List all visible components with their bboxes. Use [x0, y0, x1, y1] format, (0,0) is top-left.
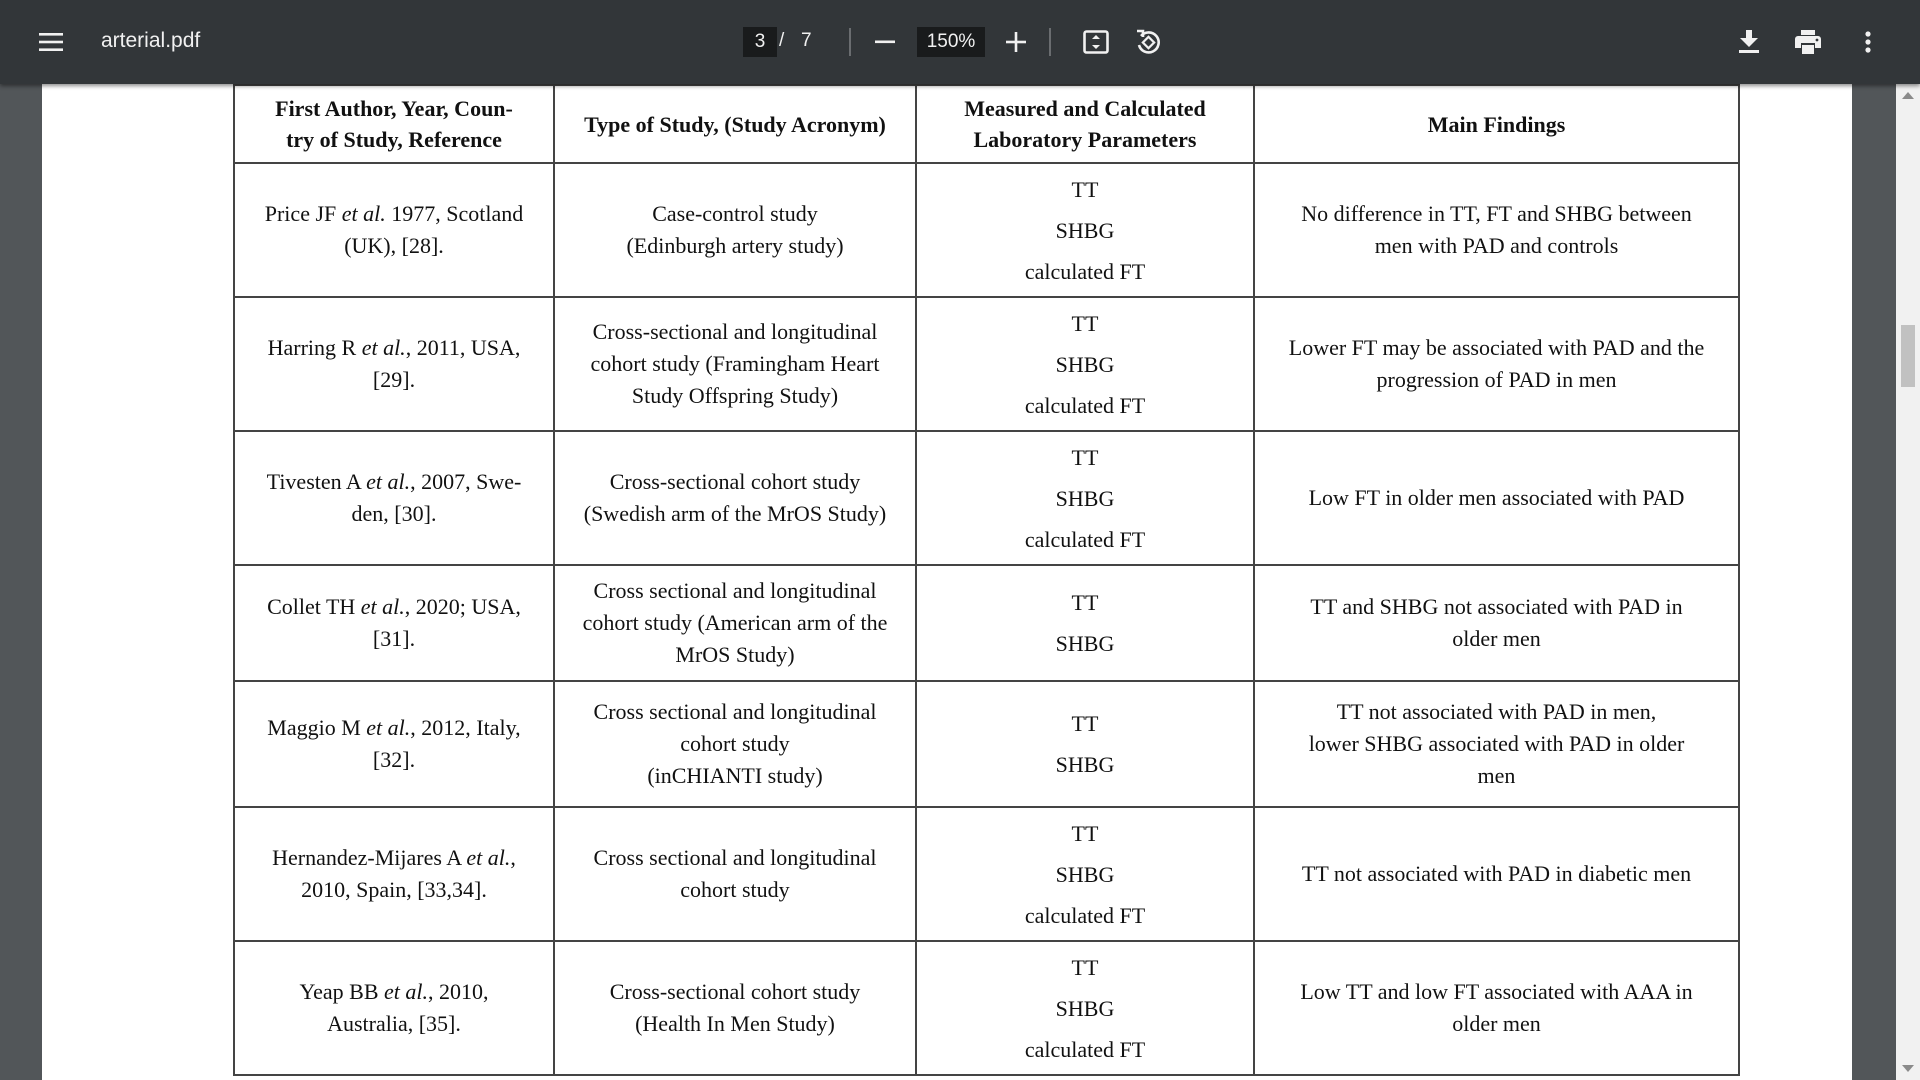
- parameters-cell: TT SHBG calculated FT: [916, 297, 1254, 431]
- table-row: [234, 431, 1739, 565]
- print-button[interactable]: [1786, 20, 1830, 64]
- download-icon: [1738, 30, 1760, 54]
- header-author: First Author, Year, Coun- try of Study, Reference: [234, 85, 554, 163]
- parameters-cell: TT SHBG calculated FT: [916, 163, 1254, 297]
- study-type-cell: Cross sectional and longitudinal cohort study (inCHIANTI study): [554, 681, 916, 807]
- parameters-cell: TT SHBG calculated FT: [916, 431, 1254, 565]
- study-type-cell: Case-control study (Edinburgh artery study): [554, 163, 916, 297]
- scroll-down-arrow-icon[interactable]: [1902, 1065, 1914, 1072]
- table-row: [234, 941, 1739, 1075]
- zoom-in-button[interactable]: [994, 20, 1038, 64]
- minus-icon: [875, 40, 895, 44]
- fit-to-page-icon: [1083, 30, 1109, 54]
- scroll-thumb[interactable]: [1901, 325, 1915, 387]
- hamburger-menu-icon[interactable]: [29, 20, 73, 64]
- findings-cell: TT and SHBG not associated with PAD in older men: [1254, 565, 1739, 681]
- parameters-cell: TT SHBG: [916, 565, 1254, 681]
- study-type-cell: Cross-sectional and longitudinal cohort study (Framingham Heart Study Offspring Study): [554, 297, 916, 431]
- findings-cell: TT not associated with PAD in diabetic men: [1254, 807, 1739, 941]
- findings-cell: No difference in TT, FT and SHBG between men with PAD and controls: [1254, 163, 1739, 297]
- rotate-icon: [1134, 28, 1162, 56]
- study-type-cell: Cross-sectional cohort study (Health In Men Study): [554, 941, 916, 1075]
- table-row: [234, 163, 1739, 297]
- findings-cell: TT not associated with PAD in men, lower SHBG associated with PAD in older men: [1254, 681, 1739, 807]
- findings-cell: Low TT and low FT associated with AAA in older men: [1254, 941, 1739, 1075]
- document-viewer[interactable]: [0, 84, 1920, 1080]
- header-findings: Main Findings: [1254, 85, 1739, 163]
- zoom-out-button[interactable]: [863, 20, 907, 64]
- pdf-toolbar: [0, 0, 1920, 84]
- table-row: [234, 807, 1739, 941]
- study-type-cell: Cross sectional and longitudinal cohort study (American arm of the MrOS Study): [554, 565, 916, 681]
- author-cell: Yeap BB et al., 2010, Australia, [35].: [234, 941, 554, 1075]
- fit-to-page-button[interactable]: [1074, 20, 1118, 64]
- findings-cell: Lower FT may be associated with PAD and the progression of PAD in men: [1254, 297, 1739, 431]
- parameters-cell: TT SHBG calculated FT: [916, 807, 1254, 941]
- download-button[interactable]: [1727, 20, 1771, 64]
- author-cell: Collet TH et al., 2020; USA, [31].: [234, 565, 554, 681]
- page-number-input[interactable]: 3: [743, 27, 777, 57]
- study-type-cell: Cross sectional and longitudinal cohort study: [554, 807, 916, 941]
- findings-cell: Low FT in older men associated with PAD: [1254, 431, 1739, 565]
- header-study-type: Type of Study, (Study Acronym): [554, 85, 916, 163]
- more-vertical-icon: [1865, 31, 1871, 53]
- author-cell: Maggio M et al., 2012, Italy, [32].: [234, 681, 554, 807]
- table-row: [234, 297, 1739, 431]
- scroll-up-arrow-icon[interactable]: [1902, 92, 1914, 99]
- more-options-button[interactable]: [1846, 20, 1890, 64]
- study-type-cell: Cross-sectional cohort study (Swedish arm of the MrOS Study): [554, 431, 916, 565]
- zoom-level-input[interactable]: 150%: [917, 27, 985, 57]
- page-total: 7: [801, 30, 812, 51]
- document-title: arterial.pdf: [101, 29, 201, 52]
- parameters-cell: TT SHBG: [916, 681, 1254, 807]
- rotate-button[interactable]: [1126, 20, 1170, 64]
- pdf-page: [42, 84, 1852, 1080]
- table-row: [234, 681, 1739, 807]
- author-cell: Price JF et al. 1977, Scotland (UK), [28].: [234, 163, 554, 297]
- study-table: [233, 84, 1740, 1076]
- author-cell: Harring R et al., 2011, USA, [29].: [234, 297, 554, 431]
- vertical-scrollbar[interactable]: [1896, 84, 1920, 1080]
- toolbar-divider: [1049, 28, 1051, 56]
- header-parameters: Measured and Calculated Laboratory Parameters: [916, 85, 1254, 163]
- plus-icon: [1006, 32, 1026, 52]
- author-cell: Hernandez-Mijares A et al., 2010, Spain, [33,34].: [234, 807, 554, 941]
- table-header-row: [234, 85, 1739, 163]
- parameters-cell: TT SHBG calculated FT: [916, 941, 1254, 1075]
- author-cell: Tivesten A et al., 2007, Swe- den, [30].: [234, 431, 554, 565]
- print-icon: [1795, 30, 1821, 54]
- table-row: [234, 565, 1739, 681]
- page-separator: /: [779, 30, 785, 51]
- toolbar-divider: [849, 28, 851, 56]
